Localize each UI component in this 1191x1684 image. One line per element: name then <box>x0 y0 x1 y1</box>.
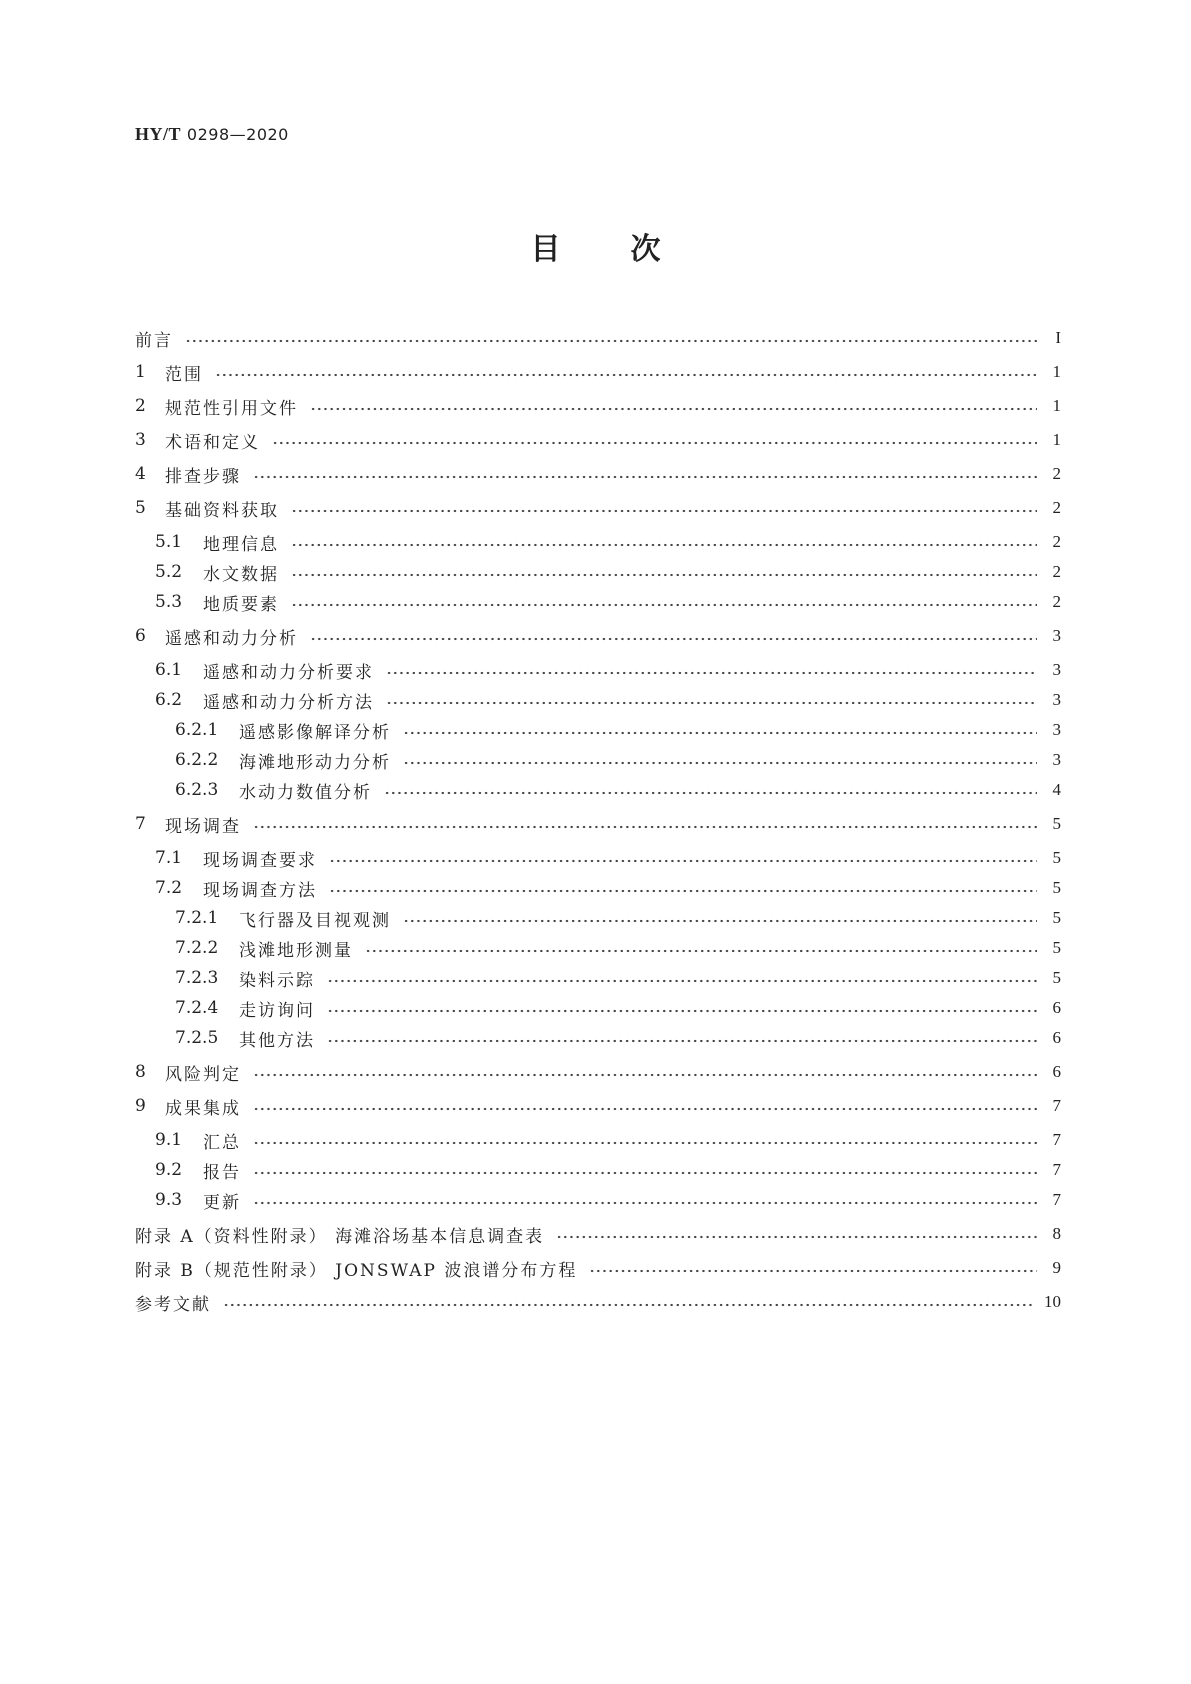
toc-entry-number: 6.1 <box>155 660 183 680</box>
toc-leader-dots <box>329 889 1037 893</box>
toc-entry-label: 遥感和动力分析 <box>165 628 298 649</box>
toc-entry-page: 5 <box>1052 878 1061 897</box>
toc-entry-number: 8 <box>135 1062 146 1082</box>
toc-entry-page: 4 <box>1052 780 1061 799</box>
toc-leader-dots <box>253 1171 1037 1175</box>
toc-entry-page: 5 <box>1052 938 1061 957</box>
toc-entry-label: 浅滩地形测量 <box>239 940 353 961</box>
toc-entry-4[interactable] <box>135 462 1061 486</box>
toc-entry-number: 6.2 <box>155 690 183 710</box>
toc-entry-page: 1 <box>1052 396 1061 415</box>
page-title <box>0 224 1191 268</box>
toc-entry-number: 2 <box>135 396 146 416</box>
toc-entry-number: 7.2.5 <box>175 1028 219 1048</box>
standard-code: HY/T <box>135 124 182 144</box>
toc-entry-5-1[interactable] <box>135 530 1061 554</box>
toc-leader-dots <box>329 859 1037 863</box>
toc-entry-page: 5 <box>1052 814 1061 833</box>
toc-leader-dots <box>589 1269 1037 1273</box>
toc-entry-label: 术语和定义 <box>165 432 260 453</box>
toc-leader-dots <box>365 949 1037 953</box>
toc-entry-5[interactable] <box>135 496 1061 520</box>
document-header <box>135 124 289 145</box>
toc-leader-dots <box>556 1235 1037 1239</box>
toc-leader-dots <box>384 791 1037 795</box>
toc-entry-7-2[interactable] <box>135 876 1061 900</box>
toc-leader-dots <box>291 573 1037 577</box>
toc-entry-page: I <box>1055 328 1061 347</box>
toc-entry-6[interactable] <box>135 624 1061 648</box>
toc-entry-number: 7.2.4 <box>175 998 219 1018</box>
toc-leader-dots <box>253 1107 1037 1111</box>
toc-entry-number: 5.1 <box>155 532 183 552</box>
toc-leader-dots <box>253 475 1037 479</box>
toc-entry-7-2-3[interactable] <box>135 966 1061 990</box>
toc-entry-page: 2 <box>1052 592 1061 611</box>
toc-entry-page: 1 <box>1052 362 1061 381</box>
toc-entry-label: 汇总 <box>203 1132 241 1153</box>
toc-entry-label: 基础资料获取 <box>165 500 279 521</box>
toc-leader-dots <box>403 761 1037 765</box>
toc-entry-page: 5 <box>1052 848 1061 867</box>
standard-number: 0298—2020 <box>186 125 289 144</box>
toc-entry-references[interactable] <box>135 1290 1061 1314</box>
toc-entry-page: 2 <box>1052 532 1061 551</box>
toc-entry-number: 3 <box>135 430 146 450</box>
toc-leader-dots <box>272 441 1037 445</box>
toc-leader-dots <box>185 339 1037 343</box>
toc-leader-dots <box>327 1009 1037 1013</box>
toc-leader-dots <box>253 1201 1037 1205</box>
toc-entry-page: 3 <box>1052 750 1061 769</box>
toc-leader-dots <box>291 509 1037 513</box>
toc-entry-page: 3 <box>1052 626 1061 645</box>
toc-entry-7-2-4[interactable] <box>135 996 1061 1020</box>
toc-entry-2[interactable] <box>135 394 1061 418</box>
toc-entry-label: 前言 <box>135 330 173 351</box>
toc-entry-number: 7 <box>135 814 146 834</box>
toc-entry-label: 地理信息 <box>203 534 279 555</box>
toc-entry-number: 7.1 <box>155 848 183 868</box>
toc-leader-dots <box>403 731 1037 735</box>
toc-entry-8[interactable] <box>135 1060 1061 1084</box>
toc-leader-dots <box>215 373 1037 377</box>
toc-entry-6-2-2[interactable] <box>135 748 1061 772</box>
toc-entry-label: 现场调查要求 <box>203 850 317 871</box>
toc-entry-label: 遥感影像解译分析 <box>239 722 391 743</box>
toc-entry-number: 6 <box>135 626 146 646</box>
toc-entry-number: 7.2.1 <box>175 908 219 928</box>
toc-entry-number: 7.2.2 <box>175 938 219 958</box>
toc-entry-page: 2 <box>1052 464 1061 483</box>
toc-entry-6-2-3[interactable] <box>135 778 1061 802</box>
toc-entry-1[interactable] <box>135 360 1061 384</box>
toc-leader-dots <box>253 825 1037 829</box>
toc-entry-label: 参考文献 <box>135 1294 211 1315</box>
toc-entry-label: 现场调查方法 <box>203 880 317 901</box>
toc-entry-7-2-2[interactable] <box>135 936 1061 960</box>
toc-entry-5-3[interactable] <box>135 590 1061 614</box>
toc-leader-dots <box>327 1039 1037 1043</box>
toc-entry-label: 水文数据 <box>203 564 279 585</box>
toc-entry-label: 报告 <box>203 1162 241 1183</box>
toc-entry-6-2[interactable] <box>135 688 1061 712</box>
toc-entry-number: 1 <box>135 362 146 382</box>
toc-entry-page: 3 <box>1052 720 1061 739</box>
toc-entry-label: 走访询问 <box>239 1000 315 1021</box>
toc-leader-dots <box>253 1141 1037 1145</box>
toc-entry-label: 附录 A（资料性附录） 海滩浴场基本信息调查表 <box>135 1226 545 1247</box>
toc-entry-7-1[interactable] <box>135 846 1061 870</box>
toc-entry-7[interactable] <box>135 812 1061 836</box>
toc-entry-number: 5 <box>135 498 146 518</box>
toc-entry-page: 1 <box>1052 430 1061 449</box>
toc-leader-dots <box>223 1303 1032 1307</box>
toc-entry-number: 6.2.3 <box>175 780 219 800</box>
toc-leader-dots <box>386 671 1037 675</box>
toc-entry-page: 6 <box>1052 998 1061 1017</box>
toc-entry-3[interactable] <box>135 428 1061 452</box>
toc-entry-page: 2 <box>1052 498 1061 517</box>
toc-leader-dots <box>327 979 1037 983</box>
toc-entry-label: 风险判定 <box>165 1064 241 1085</box>
toc-entry-page: 9 <box>1052 1258 1061 1277</box>
toc-entry-7-2-5[interactable] <box>135 1026 1061 1050</box>
toc-entry-9-2[interactable] <box>135 1158 1061 1182</box>
toc-entry-page: 7 <box>1052 1096 1061 1115</box>
toc-entry-number: 9.2 <box>155 1160 183 1180</box>
toc-entry-6-2-1[interactable] <box>135 718 1061 742</box>
toc-entry-number: 7.2 <box>155 878 183 898</box>
toc-entry-appendix-a[interactable] <box>135 1222 1061 1246</box>
toc-entry-page: 6 <box>1052 1028 1061 1047</box>
toc-entry-label: 规范性引用文件 <box>165 398 298 419</box>
toc-entry-page: 8 <box>1052 1224 1061 1243</box>
toc-entry-number: 9.3 <box>155 1190 183 1210</box>
toc-entry-number: 9 <box>135 1096 146 1116</box>
toc-entry-page: 10 <box>1044 1292 1061 1311</box>
toc-entry-label: 地质要素 <box>203 594 279 615</box>
toc-entry-label: 更新 <box>203 1192 241 1213</box>
toc-entry-number: 9.1 <box>155 1130 183 1150</box>
toc-entry-5-2[interactable] <box>135 560 1061 584</box>
toc-entry-label: 现场调查 <box>165 816 241 837</box>
toc-entry-number: 5.2 <box>155 562 183 582</box>
toc-entry-label: 水动力数值分析 <box>239 782 372 803</box>
toc-entry-label: 海滩地形动力分析 <box>239 752 391 773</box>
toc-entry-label: 遥感和动力分析方法 <box>203 692 374 713</box>
toc-entry-page: 3 <box>1052 660 1061 679</box>
toc-entry-label: 其他方法 <box>239 1030 315 1051</box>
toc-entry-appendix-b[interactable] <box>135 1256 1061 1280</box>
toc-entry-page: 5 <box>1052 968 1061 987</box>
toc-entry-page: 7 <box>1052 1160 1061 1179</box>
toc-entry-label: 染料示踪 <box>239 970 315 991</box>
toc-entry-page: 5 <box>1052 908 1061 927</box>
toc-entry-label: 附录 B（规范性附录） JONSWAP 波浪谱分布方程 <box>135 1260 578 1281</box>
toc-entry-label: 排查步骤 <box>165 466 241 487</box>
toc-leader-dots <box>291 603 1037 607</box>
toc-leader-dots <box>310 637 1037 641</box>
toc-entry-number: 4 <box>135 464 146 484</box>
toc-entry-page: 6 <box>1052 1062 1061 1081</box>
toc-entry-foreword[interactable] <box>135 326 1061 350</box>
toc-leader-dots <box>253 1073 1037 1077</box>
toc-entry-label: 遥感和动力分析要求 <box>203 662 374 683</box>
toc-entry-page: 7 <box>1052 1190 1061 1209</box>
toc-entry-9-3[interactable] <box>135 1188 1061 1212</box>
toc-leader-dots <box>403 919 1037 923</box>
toc-entry-page: 3 <box>1052 690 1061 709</box>
toc-entry-number: 6.2.2 <box>175 750 219 770</box>
toc-entry-6-1[interactable] <box>135 658 1061 682</box>
toc-entry-page: 7 <box>1052 1130 1061 1149</box>
toc-entry-label: 飞行器及目视观测 <box>239 910 391 931</box>
toc-entry-number: 5.3 <box>155 592 183 612</box>
toc-entry-9[interactable] <box>135 1094 1061 1118</box>
toc-entry-9-1[interactable] <box>135 1128 1061 1152</box>
toc-leader-dots <box>310 407 1037 411</box>
toc-entry-label: 成果集成 <box>165 1098 241 1119</box>
toc-entry-page: 2 <box>1052 562 1061 581</box>
toc-entry-label: 范围 <box>165 364 203 385</box>
toc-entry-number: 7.2.3 <box>175 968 219 988</box>
toc-entry-number: 6.2.1 <box>175 720 219 740</box>
title-char-1: 目 <box>530 232 561 267</box>
title-char-2: 次 <box>630 232 661 267</box>
toc-leader-dots <box>291 543 1037 547</box>
toc-leader-dots <box>386 701 1037 705</box>
toc-entry-7-2-1[interactable] <box>135 906 1061 930</box>
